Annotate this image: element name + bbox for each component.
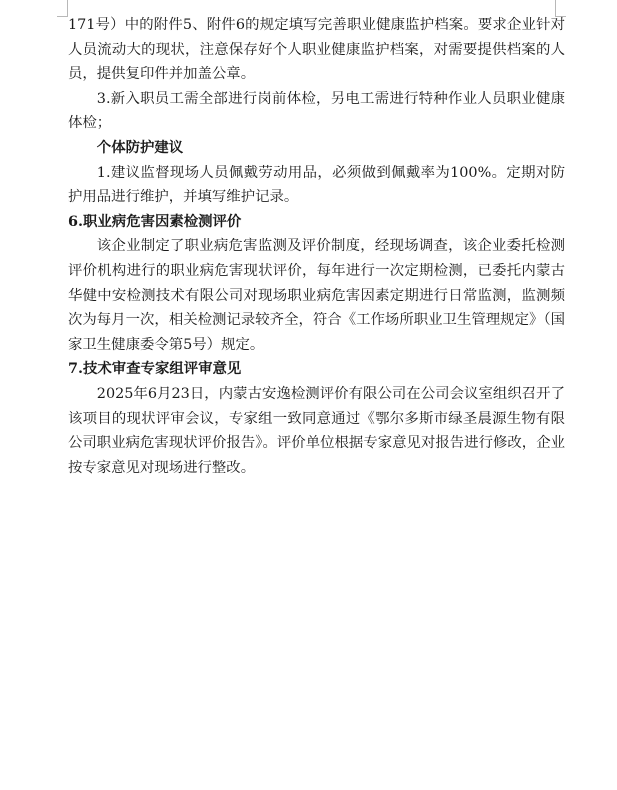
paragraph-protection-suggestion: 1.建议监督现场人员佩戴劳动用品，必须做到佩戴率为100%。定期对防护用品进行维护，并填写维护记录。 [68,164,565,206]
heading-section-7: 7.技术审查专家组评审意见 [68,360,242,378]
margin-corner-mark-left [57,0,68,17]
heading-personal-protection: 个体防护建议 [96,138,184,156]
paragraph-new-employee-exam: 3.新入职员工需全部进行岗前体检，另电工需进行特种作业人员职业健康体检； [68,90,565,132]
paragraph-hazard-monitoring: 该企业制定了职业病危害监测及评价制度，经现场调查，该企业委托检测评价机构进行的职业病危害现状评价，每年进行一次定期检测，已委托内蒙古华健中安检测技术有限公司对现场职业病危害因素定期进行日常监测，监测频次为每月一次，相关检测记录较齐全，符合《工作场所职业卫生管理规定》（国家卫生健康委令第5号）规定。 [68,238,565,353]
heading-section-6: 6.职业病危害因素检测评价 [68,212,242,230]
document-body [68,13,565,480]
paragraph-archive-requirements: 171号）中的附件5、附件6的规定填写完善职业健康监护档案。要求企业针对人员流动大的现状，注意保存好个人职业健康监护档案，对需要提供档案的人员，提供复印件并加盖公章。 [68,17,565,83]
paragraph-expert-review: 2025年6月23日，内蒙古安逸检测评价有限公司在公司会议室组织召开了该项目的现状评审会议，专家组一致同意通过《鄂尔多斯市绿圣晨源生物有限公司职业病危害现状评价报告》。评价单位根据专家意见对报告进行修改，企业按专家意见对现场进行整改。 [68,385,565,476]
